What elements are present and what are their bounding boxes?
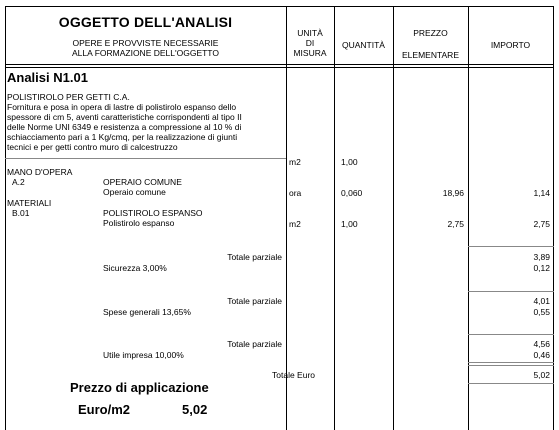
- prezzo-applicazione-label: Prezzo di applicazione: [70, 380, 209, 395]
- col-line-4: [468, 6, 469, 430]
- section-materiali: MATERIALI: [7, 198, 52, 208]
- col-line-2: [334, 6, 335, 430]
- item-unit: ora: [289, 188, 302, 198]
- analysis-code: Analisi N1.01: [7, 70, 88, 85]
- item-code: A.2: [12, 177, 25, 187]
- col-line-1: [286, 6, 287, 430]
- analysis-quantity: 1,00: [341, 157, 358, 167]
- header-bottom-line-2: [5, 67, 554, 68]
- col-line-3: [393, 6, 394, 430]
- col-header-prezzo-1: PREZZO: [413, 28, 448, 38]
- item-title: POLISTIROLO ESPANSO: [103, 208, 203, 218]
- analysis-description: Fornitura e posa in opera di lastre di polistirolo espanso dello spessore di cm 5, aventi caratteristiche corrispondenti al tipo II delle Norme UNI 6349 e resistenza a compressione al 10 % di schiacciamento pari a 1 Kg/cmq, per la realizzazione di giunti tecnici e per getti contro muro di calcestruzzo: [7, 102, 242, 152]
- total-line-2: [468, 365, 554, 366]
- header-subtitle-2: ALLA FORMAZIONE DELL'OGGETTO: [72, 48, 219, 58]
- col-header-importo: IMPORTO: [490, 40, 531, 50]
- total-line-1: [468, 362, 554, 363]
- analysis-divider: [5, 158, 286, 159]
- subtotal-line-2: [468, 291, 554, 292]
- analysis-name: POLISTIROLO PER GETTI C.A.: [7, 92, 130, 102]
- totale-parziale-label-3: Totale parziale: [227, 339, 282, 349]
- analysis-unit: m2: [289, 157, 301, 167]
- totale-parziale-1: 3,89: [533, 252, 550, 262]
- totale-parziale-3: 4,56: [533, 339, 550, 349]
- header-subtitle-1: OPERE E PROVVISTE NECESSARIE: [72, 38, 219, 48]
- spese-generali-value: 0,55: [533, 307, 550, 317]
- frame-left: [5, 6, 6, 430]
- prezzo-applicazione-value: 5,02: [182, 402, 208, 417]
- totale-parziale-2: 4,01: [533, 296, 550, 306]
- col-header-prezzo-2: ELEMENTARE: [402, 50, 459, 60]
- subtotal-line-1: [468, 246, 554, 247]
- utile-impresa-value: 0,46: [533, 350, 550, 360]
- item-price: 2,75: [447, 219, 464, 229]
- sicurezza-label: Sicurezza 3,00%: [103, 263, 167, 273]
- item-unit: m2: [289, 219, 301, 229]
- item-code: B.01: [12, 208, 30, 218]
- totale-parziale-label-2: Totale parziale: [227, 296, 282, 306]
- totale-parziale-label-1: Totale parziale: [227, 252, 282, 262]
- header-bottom-line: [5, 64, 554, 65]
- totale-euro-label: Totale Euro: [272, 370, 315, 380]
- col-header-unita: UNITÀ DI MISURA: [293, 28, 327, 58]
- section-mano-opera: MANO D'OPERA: [7, 167, 73, 177]
- item-qty: 0,060: [341, 188, 363, 198]
- item-desc: Operaio comune: [103, 187, 166, 197]
- item-desc: Polistirolo espanso: [103, 218, 175, 228]
- header-title: OGGETTO DELL'ANALISI: [58, 14, 233, 30]
- euro-unit-label: Euro/m2: [78, 402, 131, 417]
- item-qty: 1,00: [341, 219, 358, 229]
- item-amount: 2,75: [533, 219, 550, 229]
- item-price: 18,96: [442, 188, 464, 198]
- item-title: OPERAIO COMUNE: [103, 177, 182, 187]
- totale-euro-value: 5,02: [533, 370, 550, 380]
- utile-impresa-label: Utile impresa 10,00%: [103, 350, 184, 360]
- frame-right: [553, 6, 554, 430]
- header-top-line: [5, 6, 554, 7]
- subtotal-line-3: [468, 334, 554, 335]
- col-header-quantita: QUANTITÀ: [342, 40, 385, 50]
- sicurezza-value: 0,12: [533, 263, 550, 273]
- total-line-3: [468, 383, 554, 384]
- item-amount: 1,14: [533, 188, 550, 198]
- spese-generali-label: Spese generali 13,65%: [103, 307, 191, 317]
